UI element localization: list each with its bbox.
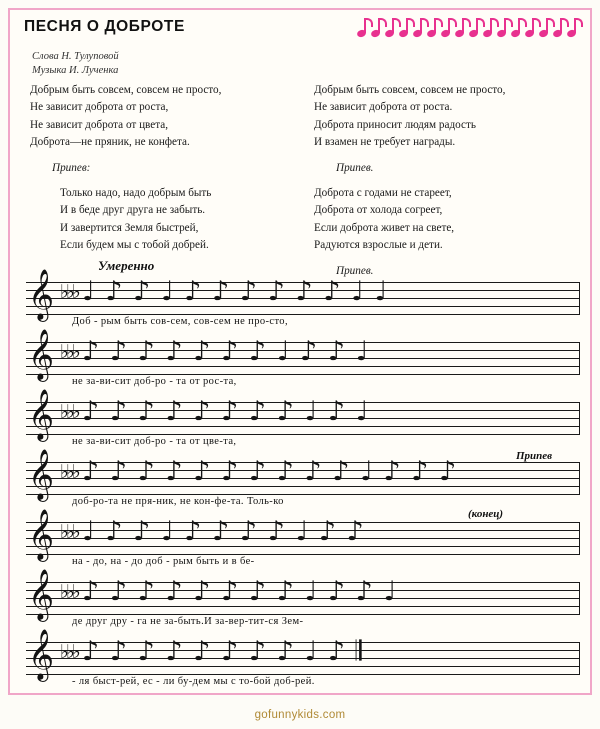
- lyric-line: Если доброта живет на свете,: [314, 221, 455, 234]
- lyric-line: Доброта от холода согреет,: [314, 204, 443, 217]
- staff-lyric-line: де друг дру - га не за-быть.И за-вер-тит-ся Зем-: [72, 616, 304, 627]
- refrain-marking: Припев: [516, 450, 553, 462]
- music-note-icon: [357, 18, 370, 37]
- lyric-line: Доброта с годами не стареет,: [314, 186, 452, 199]
- barline: [579, 642, 580, 675]
- stanza: [314, 82, 594, 151]
- staff-lyric-line: не за-ви-сит доб-ро - та от цве-та,: [72, 436, 237, 447]
- lyricist-credit: Слова Н. Тулуповой: [32, 51, 119, 62]
- page-title: ПЕСНЯ О ДОБРОТЕ: [24, 18, 185, 35]
- barline: [579, 582, 580, 615]
- lyric-line: Доброта приносит людям радость: [314, 118, 476, 131]
- staff-lyric-line: доб-ро-та не пря-ник, не кон-фе-та. Толь-ко: [72, 496, 284, 507]
- refrain-label: Припев:: [52, 162, 91, 175]
- barline: [579, 462, 580, 495]
- barline: [579, 402, 580, 435]
- treble-clef-icon: 𝄞: [28, 629, 55, 680]
- lyric-line: Только надо, надо добрым быть: [60, 186, 212, 199]
- key-signature-icon: ♭♭♭: [60, 281, 78, 303]
- note-row: ♩ ♪ ♪ ♩ ♪ ♪ ♪ ♪ ♪ ♪ ♩ ♩: [82, 276, 389, 307]
- treble-clef-icon: 𝄞: [28, 449, 55, 500]
- treble-clef-icon: 𝄞: [28, 329, 55, 380]
- lyric-line: Радуются взрослые и дети.: [314, 238, 443, 251]
- staff-lines: [26, 389, 580, 440]
- key-signature-icon: ♭♭♭: [60, 581, 78, 603]
- ending-marking: (конец): [468, 508, 504, 520]
- refrain-label: Припев.: [336, 265, 374, 278]
- music-note-icon: [441, 18, 454, 37]
- music-note-icon: [539, 18, 552, 37]
- lyric-line: Добрым быть совсем, совсем не просто,: [30, 84, 222, 96]
- lyric-line: Не зависит доброта от цвета,: [30, 118, 169, 131]
- treble-clef-icon: 𝄞: [28, 389, 55, 440]
- music-note-icon: [567, 18, 580, 37]
- lyric-line: Если будем мы с тобой добрей.: [60, 238, 209, 251]
- staff-system: [16, 569, 584, 632]
- note-row: ♪ ♪ ♪ ♪ ♪ ♪ ♪ ♪ ♩ ♪ 𝄂: [82, 636, 363, 667]
- credits: [32, 50, 119, 78]
- note-row: ♪ ♪ ♪ ♪ ♪ ♪ ♪ ♩ ♪ ♪ ♩: [82, 336, 370, 367]
- key-signature-icon: ♭♭♭: [60, 521, 78, 543]
- stanza: [60, 185, 300, 254]
- lyric-line: Добрым быть совсем, совсем не просто,: [314, 84, 506, 96]
- lyrics-column-right: [314, 82, 594, 288]
- treble-clef-icon: 𝄞: [28, 569, 55, 620]
- decorative-note-row: [357, 18, 580, 37]
- staff-lines: [26, 569, 580, 620]
- watermark: gofunnykids.com: [254, 709, 346, 721]
- refrain-label: Припев.: [336, 162, 374, 175]
- key-signature-icon: ♭♭♭: [60, 401, 78, 423]
- music-note-icon: [469, 18, 482, 37]
- header: [20, 14, 580, 50]
- music-note-icon: [385, 18, 398, 37]
- musical-score: [16, 258, 584, 705]
- staff-lines: [26, 329, 580, 380]
- staff-system: [16, 329, 584, 392]
- music-note-icon: [455, 18, 468, 37]
- music-note-icon: [511, 18, 524, 37]
- note-row: ♪ ♪ ♪ ♪ ♪ ♪ ♪ ♪ ♩ ♪ ♩: [82, 396, 370, 427]
- lyric-line: Не зависит доброта от роста.: [314, 101, 453, 114]
- tempo-marking: Умеренно: [98, 258, 155, 273]
- music-note-icon: [483, 18, 496, 37]
- staff-lyric-line: на - до, на - до доб - рым быть и в бе-: [72, 556, 255, 567]
- treble-clef-icon: 𝄞: [28, 269, 55, 320]
- lyric-line: И взамен не требует награды.: [314, 136, 456, 149]
- music-note-icon: [525, 18, 538, 37]
- note-row: ♪ ♪ ♪ ♪ ♪ ♪ ♪ ♪ ♪ ♪ ♩ ♪ ♪ ♪: [82, 456, 458, 487]
- note-row: ♪ ♪ ♪ ♪ ♪ ♪ ♪ ♪ ♩ ♪ ♪ ♩: [82, 576, 398, 607]
- key-signature-icon: ♭♭♭: [60, 461, 78, 483]
- barline: [579, 342, 580, 375]
- staff-lyric-line: Доб - рым быть сов-сем, сов-сем не про-сто,: [72, 316, 288, 327]
- composer-credit: Музыка И. Лученка: [32, 65, 119, 77]
- staff-system: [16, 629, 584, 692]
- barline: [579, 522, 580, 555]
- barline: [579, 282, 580, 315]
- music-note-icon: [427, 18, 440, 37]
- lyric-line: Не зависит доброта от роста,: [30, 101, 169, 114]
- treble-clef-icon: 𝄞: [28, 509, 55, 560]
- key-signature-icon: ♭♭♭: [60, 641, 78, 663]
- lyrics-column-left: [30, 82, 300, 263]
- staff-lyric-line: - ля быст-рей, ес - ли бу-дем мы с то-бой доб-рей.: [72, 676, 315, 687]
- lyric-line: И в беде друг друга не забыть.: [60, 204, 206, 217]
- note-row: ♩ ♪ ♪ ♩ ♪ ♪ ♪ ♪ ♩ ♪ ♪: [82, 516, 365, 547]
- staff-system: [16, 508, 584, 572]
- staff-lyric-line: не за-ви-сит доб-ро - та от рос-та,: [72, 376, 237, 387]
- staff-lines: [26, 629, 580, 680]
- music-note-icon: [371, 18, 384, 37]
- music-note-icon: [553, 18, 566, 37]
- stanza: [314, 185, 594, 254]
- stanza: [30, 82, 300, 151]
- staff-system: [16, 449, 584, 512]
- music-note-icon: [399, 18, 412, 37]
- lyric-line: Доброта—не пряник, не конфета.: [30, 136, 190, 149]
- music-note-icon: [497, 18, 510, 37]
- staff-system: [16, 389, 584, 452]
- lyric-line: И завертится Земля быстрей,: [60, 221, 199, 234]
- music-note-icon: [413, 18, 426, 37]
- key-signature-icon: ♭♭♭: [60, 341, 78, 363]
